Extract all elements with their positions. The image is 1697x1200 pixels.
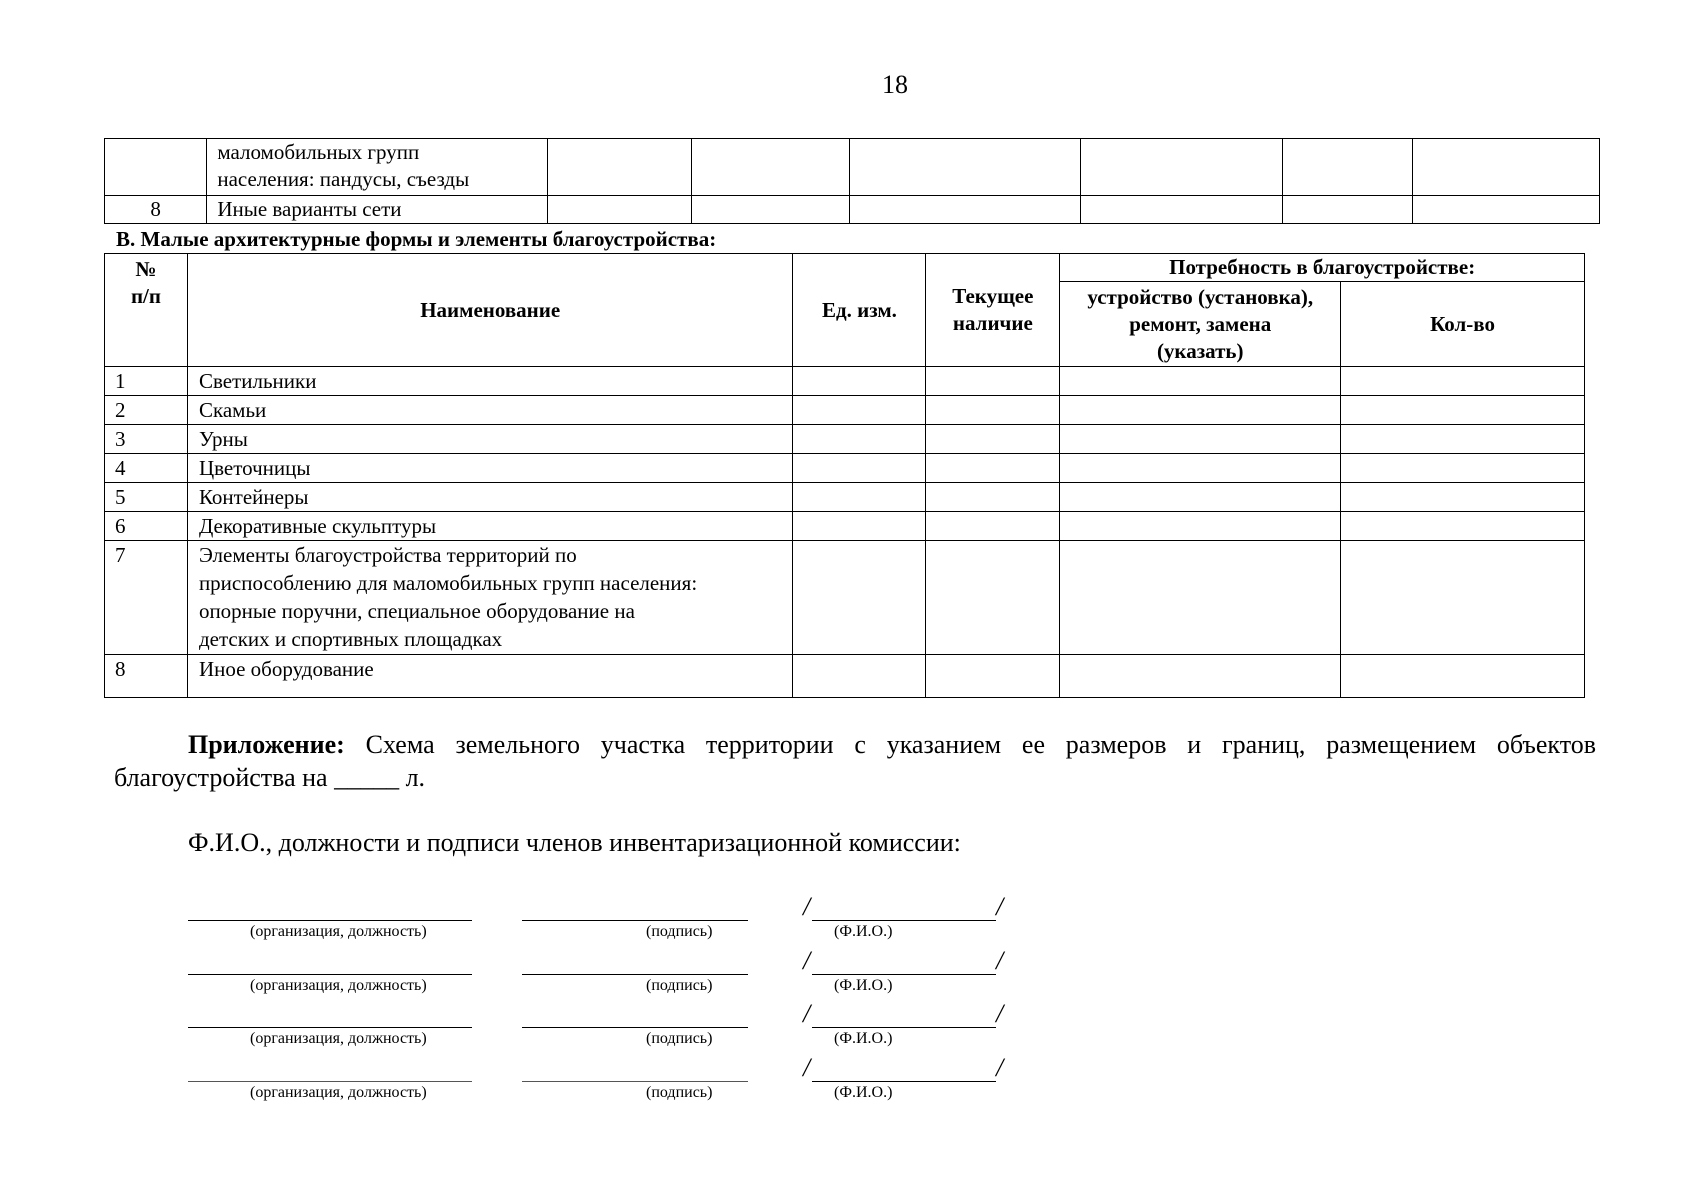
organization-caption: (организация, должность) bbox=[250, 923, 427, 940]
empty-cell[interactable] bbox=[548, 139, 691, 196]
empty-cell[interactable] bbox=[1413, 139, 1600, 196]
header-number-line: № bbox=[135, 257, 157, 281]
slash-right: / bbox=[996, 892, 1004, 921]
slash-right: / bbox=[996, 946, 1004, 975]
empty-cell[interactable] bbox=[793, 655, 926, 698]
header-name: Наименование bbox=[187, 254, 793, 367]
empty-cell[interactable] bbox=[691, 196, 850, 224]
header-number bbox=[105, 254, 188, 367]
row-name-cell: Скамьи bbox=[187, 396, 793, 425]
table-row bbox=[105, 483, 1585, 512]
fio-line[interactable] bbox=[812, 1027, 996, 1028]
empty-cell[interactable] bbox=[850, 196, 1081, 224]
header-number-line: п/п bbox=[130, 284, 161, 308]
row-name-line: детских и спортивных площадках bbox=[198, 627, 503, 651]
empty-cell[interactable] bbox=[1060, 367, 1341, 396]
row-name-cell: Иные варианты сети bbox=[207, 196, 548, 224]
row-name-line: приспособлению для маломобильных групп населения: bbox=[198, 571, 698, 595]
empty-cell[interactable] bbox=[691, 139, 850, 196]
signature-line[interactable] bbox=[522, 920, 748, 921]
fio-caption: (Ф.И.О.) bbox=[834, 977, 893, 994]
empty-cell[interactable] bbox=[1341, 655, 1585, 698]
empty-cell[interactable] bbox=[793, 541, 926, 655]
signature-caption: (подпись) bbox=[646, 1030, 713, 1047]
row-name-cell: Цветочницы bbox=[187, 454, 793, 483]
row-name-line: маломобильных групп bbox=[217, 140, 420, 164]
slash-left: / bbox=[803, 892, 811, 921]
table-row bbox=[105, 655, 1585, 698]
row-name-line: опорные поручни, специальное оборудование на bbox=[198, 599, 635, 623]
empty-cell[interactable] bbox=[793, 454, 926, 483]
empty-cell[interactable] bbox=[793, 425, 926, 454]
header-current-line: наличие bbox=[952, 311, 1033, 335]
slash-left: / bbox=[803, 946, 811, 975]
header-quantity: Кол-во bbox=[1341, 282, 1585, 367]
slash-left: / bbox=[803, 999, 811, 1028]
organization-line[interactable] bbox=[188, 920, 472, 921]
table-row bbox=[105, 454, 1585, 483]
fio-caption: (Ф.И.О.) bbox=[834, 1030, 893, 1047]
empty-cell[interactable] bbox=[926, 483, 1060, 512]
empty-cell[interactable] bbox=[1060, 512, 1341, 541]
row-number-cell: 8 bbox=[105, 196, 207, 224]
row-number-cell: 3 bbox=[105, 425, 188, 454]
empty-cell[interactable] bbox=[1081, 139, 1283, 196]
signature-line[interactable] bbox=[522, 1081, 748, 1082]
organization-caption: (организация, должность) bbox=[250, 977, 427, 994]
small-forms-table bbox=[104, 253, 1585, 698]
organization-caption: (организация, должность) bbox=[250, 1084, 427, 1101]
signature-row bbox=[0, 999, 1100, 1053]
header-need-group: Потребность в благоустройстве: bbox=[1060, 254, 1585, 282]
empty-cell[interactable] bbox=[1060, 483, 1341, 512]
page-number: 18 bbox=[882, 70, 908, 99]
header-need-action bbox=[1060, 282, 1341, 367]
row-number-cell: 7 bbox=[105, 541, 188, 655]
header-current bbox=[926, 254, 1060, 367]
fio-caption: (Ф.И.О.) bbox=[834, 923, 893, 940]
row-number-cell bbox=[105, 139, 207, 196]
organization-line[interactable] bbox=[188, 974, 472, 975]
empty-cell[interactable] bbox=[1341, 512, 1585, 541]
empty-cell[interactable] bbox=[793, 396, 926, 425]
slash-right: / bbox=[996, 999, 1004, 1028]
empty-cell[interactable] bbox=[1341, 454, 1585, 483]
empty-cell[interactable] bbox=[926, 425, 1060, 454]
table-row bbox=[105, 512, 1585, 541]
appendix-label: Приложение: bbox=[188, 730, 345, 759]
row-number-cell: 5 bbox=[105, 483, 188, 512]
row-name-cell: Иное оборудование bbox=[187, 655, 793, 698]
signature-caption: (подпись) bbox=[646, 977, 713, 994]
empty-cell[interactable] bbox=[1413, 196, 1600, 224]
header-need-action-line: ремонт, замена bbox=[1129, 311, 1272, 336]
table-header-row bbox=[105, 254, 1585, 282]
row-name-cell bbox=[207, 139, 548, 196]
empty-cell[interactable] bbox=[926, 512, 1060, 541]
table-row bbox=[105, 396, 1585, 425]
empty-cell[interactable] bbox=[926, 655, 1060, 698]
empty-cell[interactable] bbox=[1282, 139, 1412, 196]
table-row bbox=[105, 196, 1600, 224]
row-name-cell: Контейнеры bbox=[187, 483, 793, 512]
empty-cell[interactable] bbox=[1081, 196, 1283, 224]
appendix-paragraph bbox=[114, 728, 1596, 794]
empty-cell[interactable] bbox=[1341, 367, 1585, 396]
signature-row bbox=[0, 1053, 1100, 1107]
signature-caption: (подпись) bbox=[646, 923, 713, 940]
signature-row bbox=[0, 892, 1100, 946]
empty-cell[interactable] bbox=[1341, 425, 1585, 454]
header-unit: Ед. изм. bbox=[793, 254, 926, 367]
empty-cell[interactable] bbox=[1341, 541, 1585, 655]
signature-line[interactable] bbox=[522, 974, 748, 975]
organization-line[interactable] bbox=[188, 1027, 472, 1028]
empty-cell[interactable] bbox=[1060, 454, 1341, 483]
section-heading: В. Малые архитектурные формы и элементы благоустройства: bbox=[116, 227, 717, 251]
empty-cell[interactable] bbox=[926, 367, 1060, 396]
continuation-table bbox=[104, 138, 1600, 224]
empty-cell[interactable] bbox=[1060, 655, 1341, 698]
row-number-cell: 6 bbox=[105, 512, 188, 541]
fio-line[interactable] bbox=[812, 920, 996, 921]
header-current-line: Текущее bbox=[952, 284, 1034, 308]
empty-cell[interactable] bbox=[926, 396, 1060, 425]
header-need-action-line: устройство (установка), bbox=[1087, 284, 1314, 309]
row-number-cell: 8 bbox=[105, 655, 188, 698]
fio-line[interactable] bbox=[812, 1081, 996, 1082]
empty-cell[interactable] bbox=[926, 541, 1060, 655]
row-number-cell: 1 bbox=[105, 367, 188, 396]
empty-cell[interactable] bbox=[1060, 396, 1341, 425]
empty-cell[interactable] bbox=[1341, 396, 1585, 425]
empty-cell[interactable] bbox=[793, 367, 926, 396]
empty-cell[interactable] bbox=[793, 483, 926, 512]
row-number-cell: 2 bbox=[105, 396, 188, 425]
empty-cell[interactable] bbox=[1060, 425, 1341, 454]
table-row bbox=[105, 425, 1585, 454]
organization-line[interactable] bbox=[188, 1081, 472, 1082]
table-row bbox=[105, 541, 1585, 655]
row-name-cell: Декоративные скульптуры bbox=[187, 512, 793, 541]
signature-line[interactable] bbox=[522, 1027, 748, 1028]
signature-row bbox=[0, 946, 1100, 1000]
empty-cell[interactable] bbox=[926, 454, 1060, 483]
commission-heading: Ф.И.О., должности и подписи членов инвентаризационной комиссии: bbox=[188, 828, 961, 857]
empty-cell[interactable] bbox=[850, 139, 1081, 196]
row-name-line: Элементы благоустройства территорий по bbox=[198, 543, 577, 567]
fio-caption: (Ф.И.О.) bbox=[834, 1084, 893, 1101]
row-name-line: населения: пандусы, съезды bbox=[217, 167, 470, 191]
slash-right: / bbox=[996, 1053, 1004, 1082]
empty-cell[interactable] bbox=[793, 512, 926, 541]
row-name-cell: Светильники bbox=[187, 367, 793, 396]
empty-cell[interactable] bbox=[548, 196, 691, 224]
row-number-cell: 4 bbox=[105, 454, 188, 483]
empty-cell[interactable] bbox=[1282, 196, 1412, 224]
signature-caption: (подпись) bbox=[646, 1084, 713, 1101]
table-row bbox=[105, 139, 1600, 196]
row-name-cell bbox=[187, 541, 793, 655]
appendix-text: Схема земельного участка территории с указанием ее размеров и границ, размещением объектов благоустройства на _____ л. bbox=[114, 730, 1596, 792]
empty-cell[interactable] bbox=[1341, 483, 1585, 512]
header-need-action-line: (указать) bbox=[1156, 338, 1244, 363]
table-row bbox=[105, 367, 1585, 396]
empty-cell[interactable] bbox=[1060, 541, 1341, 655]
organization-caption: (организация, должность) bbox=[250, 1030, 427, 1047]
slash-left: / bbox=[803, 1053, 811, 1082]
fio-line[interactable] bbox=[812, 974, 996, 975]
row-name-cell: Урны bbox=[187, 425, 793, 454]
